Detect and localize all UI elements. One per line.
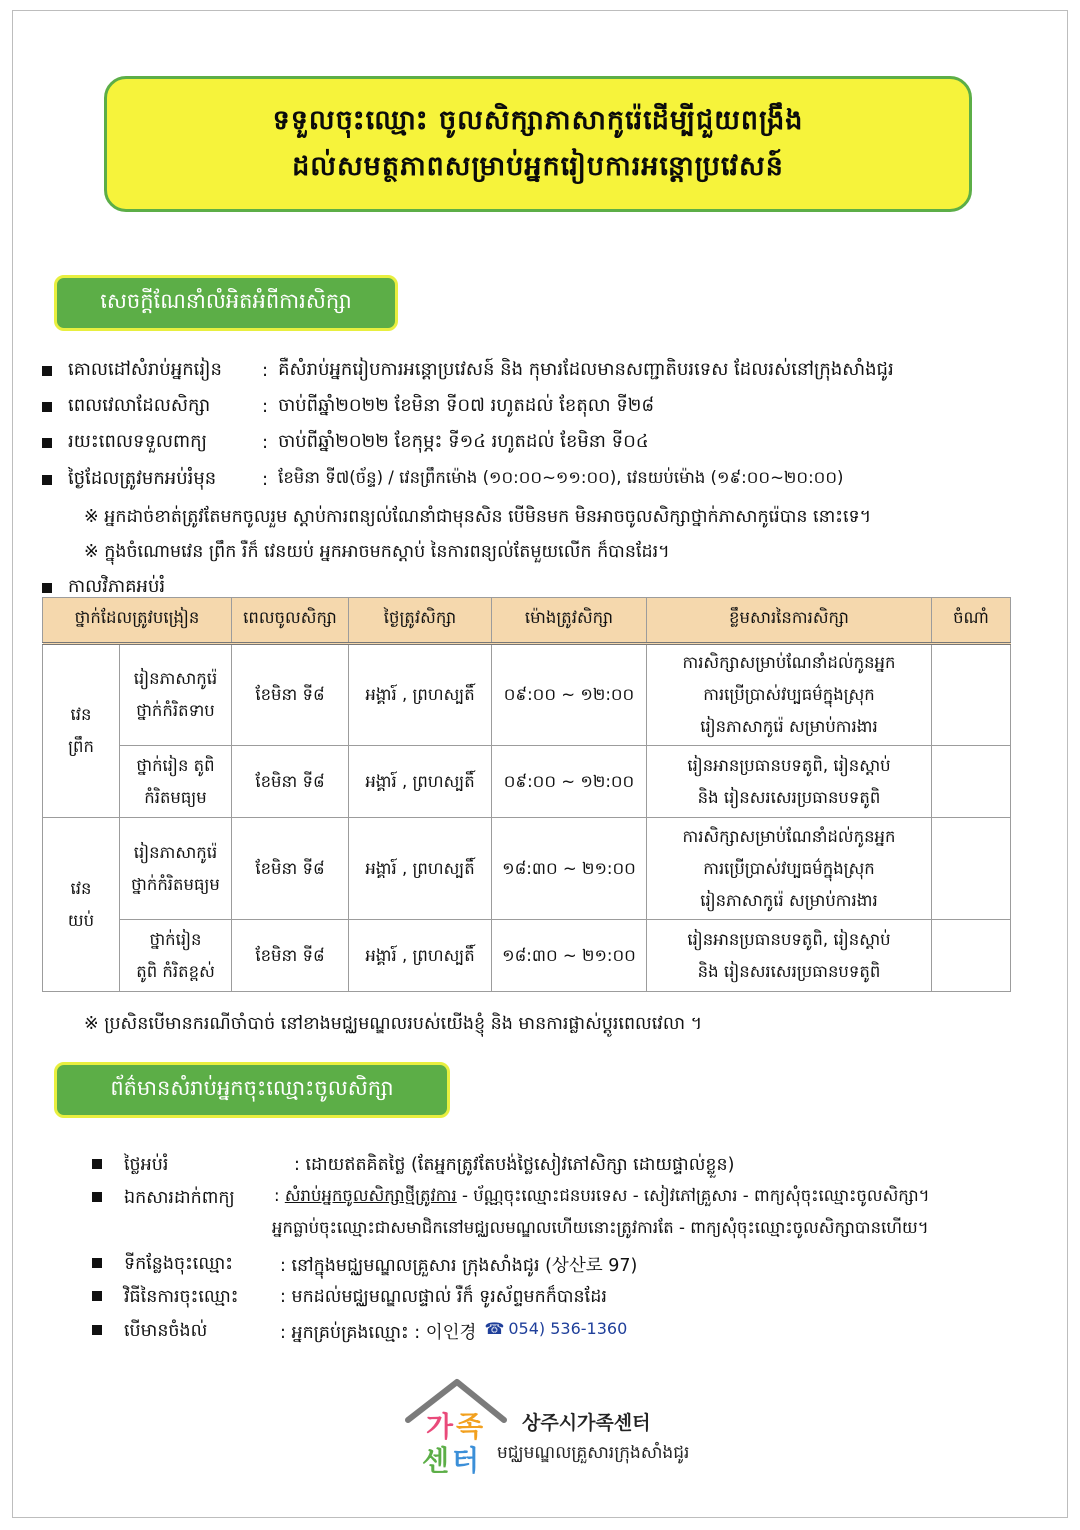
bullet-icon bbox=[42, 366, 52, 376]
org-name-korean: 상주시가족센터 bbox=[522, 1412, 651, 1434]
reg-row-contact bbox=[92, 1319, 627, 1347]
time-cell: ០៩:០០ ~ ១២:០០ bbox=[492, 644, 647, 746]
reg-row-method bbox=[92, 1285, 607, 1311]
class-cell: រៀនភាសាកូរ៉េ ថ្នាក់កំរិតមធ្យម bbox=[120, 818, 232, 920]
section-heading-course-details: សេចក្តីណែនាំលំអិតអំពីការសិក្សា bbox=[54, 275, 398, 331]
info-value: ខែមិនា ទី៧(ច័ន្ទ) / វេនព្រឹកម៉ោង (១០:០០~១១:០០), វេនយប់ម៉ោង (១៩:០០~២០:០០) bbox=[278, 467, 844, 487]
info-row-orientation: ថ្ងៃដែលត្រូវមកអប់រំមុន : ខែមិនា ទី៧(ច័ន្ទ) / វេនព្រឹកម៉ោង (១០:០០~១១:០០), វេនយប់ម៉ោង (១៩:០០~២០:០០) bbox=[42, 466, 843, 493]
title-line-1: ទទួលចុះឈ្មោះ ចូលសិក្សាភាសាកូរ៉េដើម្បីជួយពង្រឹង bbox=[272, 105, 804, 136]
info-row-period: ពេលវេលាដែលសិក្សា : ចាប់ពីឆ្នាំ២០២២ ខែមិនា ទី០៧ រហូតដល់ ខែតុលា ទី២៨ bbox=[42, 393, 654, 420]
title-line-2: ដល់សមត្ថភាពសម្រាប់អ្នករៀបការអន្តោប្រវេសន៍ bbox=[292, 151, 784, 182]
days-cell: អង្គារ៍ , ព្រហស្បតិ៍ bbox=[349, 746, 492, 818]
schedule-table bbox=[42, 597, 1011, 992]
center-logo bbox=[400, 1378, 720, 1478]
note-session-choice: ※ ក្នុងចំណោមវេន ព្រឹក រឺក៏ វេនយប់ អ្នកអាចមកស្ដាប់ នៃការពន្យល់តែមួយលើក ក៏បានដែរ។ bbox=[84, 542, 670, 562]
info-value: គឺសំរាប់អ្នករៀបការអន្តោប្រវេសន៍ និង កុមារដែលមានសញ្ជាតិបរទេស ដែលរស់នៅក្រុងសាំងជូរ bbox=[278, 359, 894, 380]
reg-row-documents: ឯកសារដាក់ពាក្យ : សំរាប់អ្នកចូលសិក្សាថ្មីត្រូវការ - ប័ណ្ណចុះឈ្មោះជនបរទេស - សៀវភៅគ្រួសារ - ពាក្យសុំចុះឈ្មោះចូលសិក្សា។ bbox=[92, 1186, 930, 1212]
period-cell: វេន យប់ bbox=[43, 818, 120, 992]
reg-value-new-students: សំរាប់អ្នកចូលសិក្សាថ្មីត្រូវការ bbox=[284, 1186, 457, 1205]
info-value: ចាប់ពីឆ្នាំ២០២២ ខែមិនា ទី០៧ រហូតដល់ ខែតុលា ទី២៨ bbox=[278, 395, 655, 416]
table-header: ពេលចូលសិក្សា bbox=[232, 598, 349, 644]
table-footnote: ※ ប្រសិនបើមានករណីចាំបាច់ នៅខាងមជ្ឈមណ្ឌលរបស់យើងខ្ញុំ និង មានការផ្លាស់ប្ដូរពេលវេលា ។ bbox=[84, 1014, 703, 1034]
bullet-icon bbox=[42, 402, 52, 412]
class-cell: រៀនភាសាកូរ៉េ ថ្នាក់កំរិតទាប bbox=[120, 644, 232, 746]
content-cell: រៀនអានប្រធានបទតូពិ, រៀនស្ដាប់ និង រៀនសរសេរប្រធានបទតូពិ bbox=[647, 746, 932, 818]
bullet-icon bbox=[92, 1258, 102, 1268]
phone-number: 054) 536-1360 bbox=[508, 1319, 628, 1338]
time-cell: ១៨:៣០ ~ ២១:០០ bbox=[492, 818, 647, 920]
table-row bbox=[43, 920, 1011, 992]
table-header: ខ្លឹមសារនៃការសិក្សា bbox=[647, 598, 932, 644]
note-attendance: ※ អ្នកដាច់ខាត់ត្រូវតែមកចូលរួម ស្ដាប់ការពន្យល់ណែនាំជាមុនសិន បើមិនមក មិនអាចចូលសិក្សាថ្នាក់ភាសាកូរ៉េបាន នោះទេ។ bbox=[84, 507, 872, 527]
reg-row-location bbox=[92, 1252, 637, 1280]
reg-value: : នៅក្នុងមជ្ឈមណ្ឌលគ្រួសារ ក្រុងសាំងជូរ (상산로 97) bbox=[280, 1256, 638, 1276]
note-cell bbox=[932, 818, 1011, 920]
table-row bbox=[43, 644, 1011, 746]
note-cell bbox=[932, 746, 1011, 818]
time-cell: ០៩:០០ ~ ១២:០០ bbox=[492, 746, 647, 818]
days-cell: អង្គារ៍ , ព្រហស្បតិ៍ bbox=[349, 920, 492, 992]
reg-label: ថ្លៃអប់រំ bbox=[124, 1155, 169, 1175]
info-label: គោលដៅសំរាប់អ្នករៀន bbox=[68, 359, 222, 380]
reg-label: វិធីនៃការចុះឈ្មោះ bbox=[124, 1287, 239, 1307]
table-header: ថ្នាក់ដែលត្រូវបង្រៀន bbox=[43, 598, 232, 644]
table-row bbox=[43, 746, 1011, 818]
info-label: ថ្ងៃដែលត្រូវមកអប់រំមុន bbox=[68, 468, 217, 489]
title-banner bbox=[104, 76, 972, 212]
logo-mark-teo: 터 bbox=[452, 1444, 480, 1477]
reg-value: : មកដល់មជ្ឈមណ្ឌលផ្ទាល់ រឺក៏ ទូរស័ព្ទមកក៏បានដែរ bbox=[280, 1287, 607, 1307]
reg-row-fee bbox=[92, 1153, 734, 1179]
period-cell: វេន ព្រឹក bbox=[43, 644, 120, 818]
table-header: ចំណាំ bbox=[932, 598, 1011, 644]
days-cell: អង្គារ៍ , ព្រហស្បតិ៍ bbox=[349, 644, 492, 746]
table-row bbox=[43, 818, 1011, 920]
start-cell: ខែមិនា ទី៨ bbox=[232, 818, 349, 920]
note-cell bbox=[932, 644, 1011, 746]
table-header: ម៉ោងត្រូវសិក្សា bbox=[492, 598, 647, 644]
bullet-icon bbox=[42, 583, 52, 593]
content-cell: រៀនអានប្រធានបទតូពិ, រៀនស្ដាប់ និង រៀនសរសេរប្រធានបទតូពិ bbox=[647, 920, 932, 992]
section-heading-registration-info: ព័ត៌មានសំរាប់អ្នកចុះឈ្មោះចូលសិក្សា bbox=[54, 1062, 450, 1118]
bullet-icon bbox=[92, 1192, 102, 1202]
start-cell: ខែមិនា ទី៨ bbox=[232, 644, 349, 746]
schedule-label: កាលវិភាគអប់រំ bbox=[68, 576, 166, 597]
bullet-icon bbox=[92, 1159, 102, 1169]
logo-mark-sen: 센 bbox=[422, 1444, 450, 1477]
logo-mark-jok: 족 bbox=[456, 1410, 484, 1443]
reg-label: បើមានចំងល់ bbox=[124, 1321, 208, 1341]
days-cell: អង្គារ៍ , ព្រហស្បតិ៍ bbox=[349, 818, 492, 920]
table-header-row bbox=[43, 598, 1011, 644]
info-row-target: គោលដៅសំរាប់អ្នករៀន : គឺសំរាប់អ្នករៀបការអន្តោប្រវេសន៍ និង កុមារដែលមានសញ្ជាតិបរទេស ដែលរស់នៅក្រុងសាំងជូរ bbox=[42, 357, 894, 384]
info-value: ចាប់ពីឆ្នាំ២០២២ ខែកុម្ភះ ទី១៤ រហូតដល់ ខែមិនា ទី០៤ bbox=[278, 431, 649, 452]
start-cell: ខែមិនា ទី៨ bbox=[232, 746, 349, 818]
reg-value-returning-students: អ្នកធ្លាប់ចុះឈ្មោះជាសមាជិកនៅមជ្ឈលមណ្ឌលហើយនោះត្រូវការតែ - ពាក្យសុំចុះឈ្មោះចូលសិក្សាបានហើយ។ bbox=[272, 1218, 929, 1237]
info-label: ពេលវេលាដែលសិក្សា bbox=[68, 395, 211, 416]
house-roof-icon bbox=[400, 1378, 510, 1478]
bullet-icon bbox=[92, 1291, 102, 1301]
phone-icon: ☎ bbox=[484, 1319, 505, 1338]
reg-label: ឯកសារដាក់ពាក្យ bbox=[124, 1188, 235, 1208]
bullet-icon bbox=[42, 438, 52, 448]
logo-mark-ga: 가 bbox=[426, 1410, 454, 1443]
table-header: ថ្ងៃត្រូវសិក្សា bbox=[349, 598, 492, 644]
info-row-application: រយះពេលទទួលពាក្យ : ចាប់ពីឆ្នាំ២០២២ ខែកុម្ភះ ទី១៤ រហូតដល់ ខែមិនា ទី០៤ bbox=[42, 429, 649, 456]
reg-value: : ដោយឥតគិតថ្លៃ (តែអ្នកត្រូវតែបង់ថ្លៃសៀវភៅសិក្សា ដោយផ្ទាល់ខ្លួន) bbox=[294, 1155, 735, 1175]
start-cell: ខែមិនា ទី៨ bbox=[232, 920, 349, 992]
reg-value: - ប័ណ្ណចុះឈ្មោះជនបរទេស - សៀវភៅគ្រួសារ - ពាក្យសុំចុះឈ្មោះចូលសិក្សា។ bbox=[456, 1186, 930, 1205]
content-cell: ការសិក្សាសម្រាប់ណែនាំដល់កូនអ្នក ការប្រើប្រាស់វប្បធម៌ក្នុងស្រុក រៀនភាសាកូរ៉េ សម្រាប់ការងារ bbox=[647, 818, 932, 920]
bullet-icon bbox=[42, 475, 52, 485]
bullet-icon bbox=[92, 1325, 102, 1335]
class-cell: ថ្នាក់រៀន តូពិ កំរិតខ្ពស់ bbox=[120, 920, 232, 992]
time-cell: ១៨:៣០ ~ ២១:០០ bbox=[492, 920, 647, 992]
class-cell: ថ្នាក់រៀន តូពិ កំរិតមធ្យម bbox=[120, 746, 232, 818]
note-cell bbox=[932, 920, 1011, 992]
info-label: រយះពេលទទួលពាក្យ bbox=[68, 431, 207, 452]
content-cell: ការសិក្សាសម្រាប់ណែនាំដល់កូនអ្នក ការប្រើប្រាស់វប្បធម៌ក្នុងស្រុក រៀនភាសាកូរ៉េ សម្រាប់ការងារ bbox=[647, 644, 932, 746]
reg-value: : អ្នកគ្រប់គ្រងឈ្មោះ : 이인경 bbox=[280, 1323, 477, 1343]
reg-label: ទីកន្លែងចុះឈ្មោះ bbox=[124, 1254, 233, 1274]
org-name-khmer: មជ្ឈមណ្ឌលគ្រួសារក្រុងសាំងជូរ bbox=[497, 1443, 690, 1463]
